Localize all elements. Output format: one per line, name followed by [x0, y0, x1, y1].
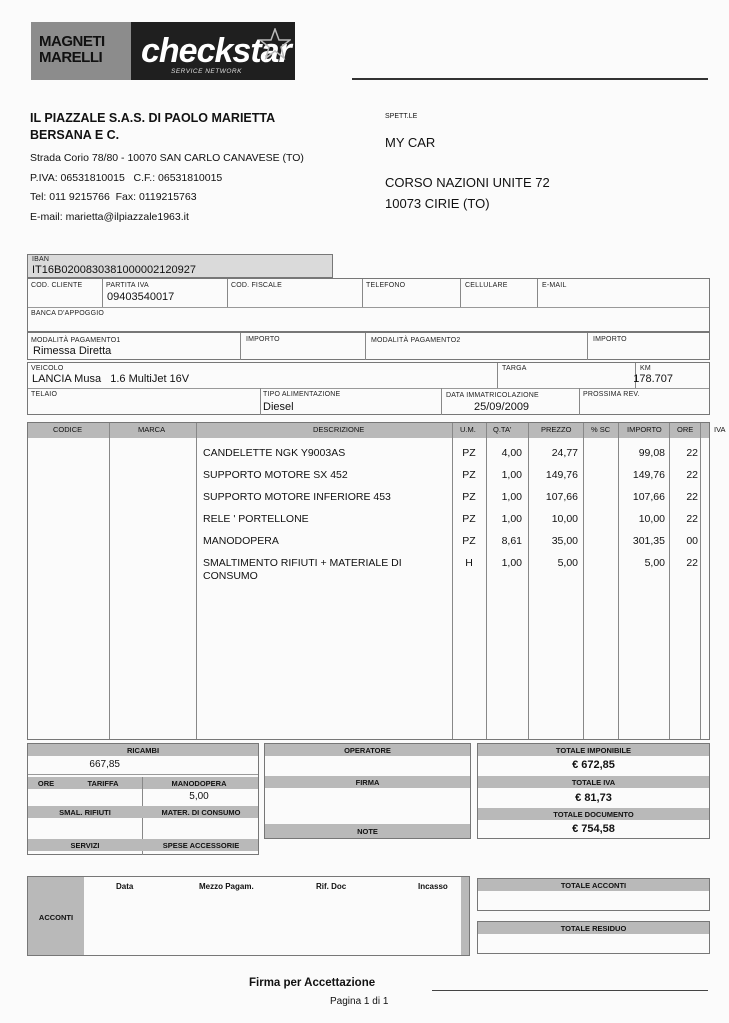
row-descrizione: CANDELETTE NGK Y9003AS: [203, 447, 346, 459]
row-iva: 22: [686, 447, 698, 459]
header-rule: [352, 78, 708, 80]
mod-pag1-value: Rimessa Diretta: [33, 345, 112, 357]
table-row: [28, 557, 709, 582]
row-qta: 1,00: [501, 557, 522, 569]
ore-label: ORE: [37, 779, 55, 788]
star-icon: [259, 28, 291, 60]
col-ore: ORE: [677, 425, 694, 434]
iban-value: IT16B0200830381000002120927: [32, 264, 196, 276]
ricambi-label: RICAMBI: [126, 746, 160, 755]
row-um: PZ: [462, 491, 476, 503]
row-descrizione: RELE ' PORTELLONE: [203, 513, 309, 525]
veicolo-label: VEICOLO: [31, 365, 64, 372]
alimentazione-value: Diesel: [263, 401, 294, 413]
acconti-box: [27, 876, 470, 956]
km-value: 178.707: [633, 373, 673, 385]
table-row: [28, 447, 709, 469]
table-row: [28, 513, 709, 535]
acconti-incasso-label: Incasso: [418, 882, 448, 891]
row-um: PZ: [462, 535, 476, 547]
mater-consumo-label: MATER. DI CONSUMO: [161, 808, 241, 817]
col-sc: % SC: [591, 425, 611, 434]
km-label: KM: [640, 365, 651, 372]
row-prezzo: 24,77: [551, 447, 578, 459]
vehicle-box: [27, 362, 710, 415]
acconti-data-label: Data: [116, 882, 134, 891]
acconti-rif-label: Rif. Doc: [316, 882, 347, 891]
prossima-rev-label: PROSSIMA REV.: [583, 391, 640, 398]
totale-residuo-box: [477, 921, 710, 954]
operatore-label: OPERATORE: [344, 746, 391, 755]
totale-iva-label: TOTALE IVA: [571, 778, 616, 787]
row-prezzo: 107,66: [545, 491, 578, 503]
col-um: U.M.: [460, 425, 476, 434]
acconti-label: ACCONTI: [38, 913, 74, 922]
row-importo: 5,00: [644, 557, 665, 569]
manodopera-label: MANODOPERA: [171, 779, 227, 788]
col-codice: CODICE: [53, 425, 83, 434]
totals-box: [477, 743, 710, 839]
row-iva: 22: [686, 513, 698, 525]
manodopera-value: 5,00: [189, 791, 209, 802]
recipient-label: SPETT.LE: [385, 113, 418, 120]
mod-pag1-label: MODALITÀ PAGAMENTO1: [31, 337, 121, 344]
row-iva: 22: [686, 491, 698, 503]
page-number: Pagina 1 di 1: [330, 996, 389, 1007]
row-qta: 4,00: [501, 447, 522, 459]
recipient-street: CORSO NAZIONI UNITE 72: [385, 175, 550, 190]
smal-rifiuti-label: SMAL. RIFIUTI: [59, 808, 111, 817]
spese-accessorie-label: SPESE ACCESSORIE: [162, 841, 240, 850]
acconti-mezzo-label: Mezzo Pagam.: [199, 882, 254, 891]
magneti-marelli-logo: [31, 22, 131, 80]
totale-acconti-box: [477, 878, 710, 911]
row-qta: 1,00: [501, 491, 522, 503]
targa-label: TARGA: [502, 365, 527, 372]
company-vat: P.IVA: 06531810015 C.F.: 06531810015: [30, 172, 223, 184]
recipient-city: 10073 CIRIE (TO): [385, 196, 490, 211]
immatricolazione-label: DATA IMMATRICOLAZIONE: [446, 392, 539, 399]
servizi-label: SERVIZI: [70, 841, 100, 850]
telaio-label: TELAIO: [31, 391, 58, 398]
banca-label: BANCA D'APPOGGIO: [31, 310, 104, 317]
row-importo: 10,00: [638, 513, 665, 525]
ricambi-value: 667,85: [89, 759, 120, 770]
row-qta: 1,00: [501, 513, 522, 525]
totale-acconti-label: TOTALE ACCONTI: [560, 881, 627, 890]
row-iva: 00: [686, 535, 698, 547]
row-um: PZ: [462, 513, 476, 525]
customer-box: [27, 278, 710, 332]
table-row: [28, 491, 709, 513]
row-importo: 301,35: [632, 535, 665, 547]
row-iva: 22: [686, 557, 698, 569]
partita-iva-label: PARTITA IVA: [106, 282, 149, 289]
service-network-text: SERVICE NETWORK: [171, 68, 242, 75]
table-row: [28, 535, 709, 557]
col-qta: Q.TA': [493, 425, 512, 434]
col-prezzo: PREZZO: [541, 425, 572, 434]
row-prezzo: 35,00: [551, 535, 578, 547]
company-phone: Tel: 011 9215766 Fax: 0119215763: [30, 191, 197, 203]
row-importo: 99,08: [638, 447, 665, 459]
cellulare-label: CELLULARE: [465, 282, 508, 289]
row-descrizione: MANODOPERA: [203, 535, 279, 547]
col-iva: IVA: [714, 425, 726, 434]
row-um: H: [465, 557, 473, 569]
row-iva: 22: [686, 469, 698, 481]
company-name-line2: BERSANA E C.: [30, 128, 120, 142]
checkstar-logo-text: checkstar: [141, 32, 291, 70]
summary-left-box: [27, 743, 259, 855]
signature-line: [432, 990, 708, 991]
col-marca: MARCA: [138, 425, 166, 434]
row-qta: 1,00: [501, 469, 522, 481]
cod-cliente-label: COD. CLIENTE: [31, 282, 83, 289]
recipient-name: MY CAR: [385, 135, 436, 150]
firma-label: FIRMA: [355, 778, 380, 787]
items-table-header: [28, 423, 726, 438]
cod-fiscale-label: COD. FISCALE: [231, 282, 283, 289]
totale-iva-value: € 81,73: [575, 792, 612, 804]
email-label: E-MAIL: [542, 282, 567, 289]
alimentazione-label: TIPO ALIMENTAZIONE: [263, 391, 341, 398]
firma-accettazione: Firma per Accettazione: [249, 977, 376, 989]
payment-box: [27, 332, 710, 360]
importo1-label: IMPORTO: [246, 336, 280, 343]
tariffa-label: TARIFFA: [87, 779, 119, 788]
col-descrizione: DESCRIZIONE: [313, 425, 365, 434]
iban-box: [27, 254, 333, 278]
row-importo: 149,76: [632, 469, 665, 481]
company-name-line1: IL PIAZZALE S.A.S. DI PAOLO MARIETTA: [30, 111, 276, 125]
row-qta: 8,61: [501, 535, 522, 547]
company-address: Strada Corio 78/80 - 10070 SAN CARLO CANAVESE (TO): [30, 152, 304, 164]
summary-middle-box: [264, 743, 471, 839]
row-um: PZ: [462, 447, 476, 459]
row-prezzo: 149,76: [545, 469, 578, 481]
iban-label: IBAN: [32, 256, 50, 263]
telefono-label: TELEFONO: [366, 282, 406, 289]
mod-pag2-label: MODALITÀ PAGAMENTO2: [371, 337, 461, 344]
row-descrizione: SUPPORTO MOTORE SX 452: [203, 469, 348, 481]
company-email: E-mail: marietta@ilpiazzale1963.it: [30, 211, 189, 223]
table-row: [28, 469, 709, 491]
magneti-marelli-text: MAGNETI MARELLI: [39, 33, 105, 66]
totale-documento-value: € 754,58: [572, 823, 615, 835]
partita-iva-value: 09403540017: [107, 291, 175, 303]
totale-documento-label: TOTALE DOCUMENTO: [553, 810, 634, 819]
totale-imponibile-value: € 672,85: [572, 759, 615, 771]
logo-banner: [31, 22, 295, 80]
veicolo-value: LANCIA Musa 1.6 MultiJet 16V: [32, 373, 190, 385]
row-descrizione-cont: CONSUMO: [203, 570, 258, 582]
row-descrizione: SUPPORTO MOTORE INFERIORE 453: [203, 491, 391, 503]
totale-imponibile-label: TOTALE IMPONIBILE: [555, 746, 632, 755]
row-prezzo: 5,00: [557, 557, 578, 569]
row-um: PZ: [462, 469, 476, 481]
totale-residuo-label: TOTALE RESIDUO: [560, 924, 627, 933]
row-prezzo: 10,00: [551, 513, 578, 525]
note-label: NOTE: [357, 827, 378, 836]
col-importo: IMPORTO: [627, 425, 662, 434]
importo2-label: IMPORTO: [593, 336, 627, 343]
immatricolazione-value: 25/09/2009: [474, 401, 530, 413]
row-importo: 107,66: [632, 491, 665, 503]
items-table: [27, 422, 726, 740]
row-descrizione: SMALTIMENTO RIFIUTI + MATERIALE DI: [203, 557, 402, 569]
